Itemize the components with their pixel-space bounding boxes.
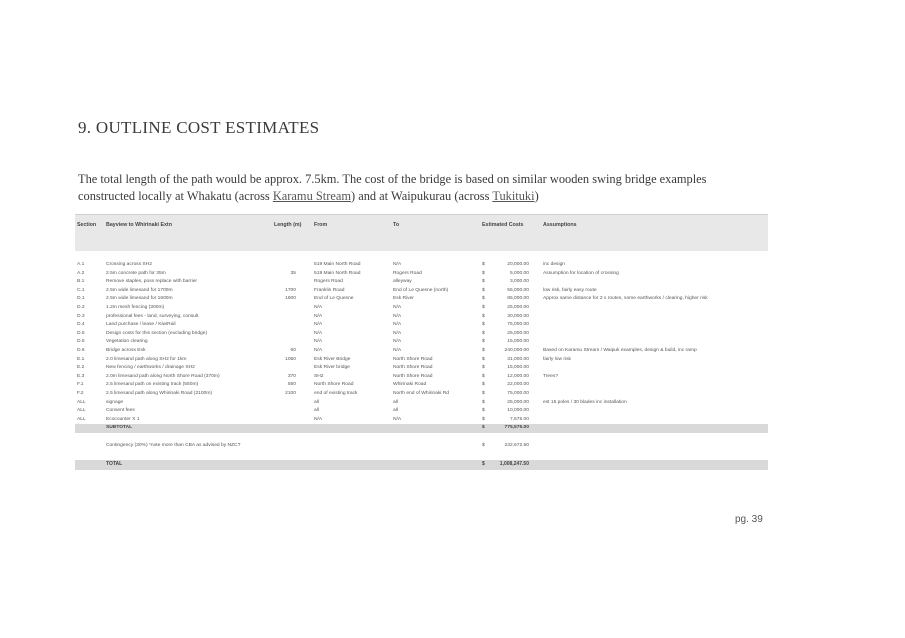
cell-dollar: $ <box>482 399 485 405</box>
cell-description: Land purchase / lease / KiwiRail <box>106 322 176 328</box>
cell-cost: 15,000.00 <box>507 365 529 371</box>
cell-from: all <box>314 399 319 405</box>
cell-cost: 5,000.00 <box>509 270 529 276</box>
header-length: Length (m) <box>274 222 302 228</box>
cell-dollar: $ <box>482 339 485 345</box>
cell-dollar: $ <box>482 416 485 422</box>
cell-section: D.5 <box>77 339 85 345</box>
cell-from: N/A <box>314 339 323 345</box>
cell-section: F.1 <box>77 382 84 388</box>
intro-text-b: ) and at Waipukurau (across <box>350 189 493 203</box>
cell-dollar: $ <box>482 356 485 362</box>
subtotal-label: SUBTOTAL <box>106 425 133 431</box>
cell-from: N/A <box>314 313 323 319</box>
cell-to: all <box>393 408 398 414</box>
table-header <box>75 214 768 251</box>
cell-dollar: $ <box>482 296 485 302</box>
cell-dollar: $ <box>482 408 485 414</box>
cell-assumptions: Based on Karamu Stream / Waipuk examples, design & build, inc ramp <box>543 347 697 353</box>
cell-to: N/A <box>393 322 402 328</box>
total-row <box>75 460 768 470</box>
total-dollar: $ <box>482 460 485 467</box>
cell-section: C.1 <box>77 287 85 293</box>
cell-cost: 25,000.00 <box>507 330 529 336</box>
cell-section: D.5 <box>77 330 85 336</box>
cell-to: all <box>393 399 398 405</box>
cell-cost: 25,000.00 <box>507 304 529 310</box>
cell-description: Design costs for this section (excluding bridge) <box>106 330 208 336</box>
cell-from: Rogers Road <box>314 279 343 285</box>
cell-section: A.1 <box>77 262 85 267</box>
intro-text-a: constructed locally at Whakatu (across <box>78 189 273 203</box>
cell-section: B.1 <box>77 279 85 285</box>
cell-description: 2.5m wide limesand for 1600m <box>106 296 173 302</box>
cell-from: 519 Main North Road <box>314 270 361 276</box>
table-row <box>75 407 768 416</box>
table-row <box>75 338 768 347</box>
cell-from: Esk River Bridge <box>314 356 351 362</box>
cell-to: North end of Whirinaki Rd <box>393 390 449 396</box>
cell-cost: 20,000.00 <box>507 262 529 267</box>
cell-length: 1600 <box>285 296 296 302</box>
cell-to: alleyway <box>393 279 412 285</box>
header-to: To <box>393 222 400 228</box>
table-row <box>75 347 768 356</box>
cell-cost: 7,575.00 <box>509 416 529 422</box>
cell-dollar: $ <box>482 330 485 336</box>
cell-description: Ecocounter X 1 <box>106 416 140 422</box>
table-row <box>75 399 768 408</box>
cell-to: N/A <box>393 330 402 336</box>
table-row <box>75 295 768 304</box>
cell-description: Consent fees <box>106 408 135 414</box>
cell-description: professional fees - land, surveying, consult <box>106 313 199 319</box>
subtotal-dollar: $ <box>482 425 485 431</box>
cell-to: Esk River <box>393 296 414 302</box>
table-row <box>75 381 768 390</box>
cell-dollar: $ <box>482 262 485 267</box>
cell-to: N/A <box>393 304 402 310</box>
cell-to: Rogers Road <box>393 270 422 276</box>
cell-description: 1.2m mesh fencing (300m) <box>106 304 165 310</box>
table-row <box>75 287 768 296</box>
cell-assumptions: Approx same distance for 2 x routes, some earthworks / clearing, higher risk <box>543 296 708 302</box>
cell-assumptions: inc design <box>543 262 566 267</box>
cell-assumptions: est 15 poles / 30 blades inc installation <box>543 399 627 405</box>
cell-assumptions: low risk, fairly easy route <box>543 287 597 293</box>
cell-dollar: $ <box>482 279 485 285</box>
table-row <box>75 356 768 365</box>
cell-cost: 30,000.00 <box>507 313 529 319</box>
karamu-stream-link[interactable]: Karamu Stream <box>272 189 351 203</box>
intro-line-2 <box>78 188 758 205</box>
cell-assumptions: Trees? <box>543 373 559 379</box>
cell-from: end of existing track <box>314 390 358 396</box>
table-row <box>75 321 768 330</box>
cell-section: A.2 <box>77 270 85 276</box>
cell-section: D.1 <box>77 296 85 302</box>
cell-dollar: $ <box>482 304 485 310</box>
cell-from: N/A <box>314 322 323 328</box>
total-label: TOTAL <box>106 460 123 467</box>
cell-assumptions: Assumption for location of crossing <box>543 270 619 276</box>
page-number: pg. 39 <box>735 514 763 525</box>
cell-dollar: $ <box>482 270 485 276</box>
cell-dollar: $ <box>482 347 485 353</box>
cell-from: N/A <box>314 347 323 353</box>
cell-cost: 240,000.00 <box>504 347 529 353</box>
cell-section: E.1 <box>77 356 85 362</box>
cell-section: D.3 <box>77 313 85 319</box>
cell-section: ALL <box>77 416 86 422</box>
cell-description: Vegetation clearing <box>106 339 148 345</box>
cell-cost: 75,000.00 <box>507 390 529 396</box>
contingency-dollar: $ <box>482 442 485 448</box>
cell-to: North Shore Road <box>393 373 433 379</box>
total-value: 1,008,247.50 <box>499 460 529 467</box>
cell-length: 370 <box>287 373 296 379</box>
cell-section: ALL <box>77 399 86 405</box>
cell-dollar: $ <box>482 373 485 379</box>
cell-length: 1050 <box>285 356 296 362</box>
cell-to: N/A <box>393 262 402 267</box>
header-description: Bayview to Whirinaki Extn <box>106 222 172 228</box>
table-row <box>75 313 768 322</box>
cell-cost: 55,000.00 <box>507 287 529 293</box>
intro-text-c: ) <box>534 189 539 203</box>
cell-dollar: $ <box>482 382 485 388</box>
cell-from: N/A <box>314 416 323 422</box>
cell-section: D.2 <box>77 304 85 310</box>
table-row <box>75 416 768 425</box>
tukituki-link[interactable]: Tukituki <box>492 189 535 203</box>
cell-from: Franklin Road <box>314 287 345 293</box>
header-assumptions: Assumptions <box>543 222 577 228</box>
cell-from: all <box>314 408 319 414</box>
intro-line-1: The total length of the path would be approx. 7.5km. The cost of the bridge is based on similar wooden swing bridge examples <box>78 172 707 186</box>
cell-cost: 3,000.00 <box>509 279 529 285</box>
header-estimated-costs: Estimated Costs <box>482 222 524 228</box>
cell-from: 519 Main North Road <box>314 262 361 267</box>
cell-to: End of Le Quesne (north) <box>393 287 449 293</box>
cell-cost: 25,000.00 <box>507 399 529 405</box>
cell-from: North Shore Road <box>314 382 354 388</box>
cell-description: Crossing across SH2 <box>106 262 152 267</box>
table-row <box>75 261 768 270</box>
subtotal-value: 775,575.00 <box>504 425 529 431</box>
header-section: Section <box>77 222 97 228</box>
cell-description: New fencing / earthworks / drainage SH2 <box>106 365 195 371</box>
cell-cost: 31,000.00 <box>507 356 529 362</box>
cell-length: 35 <box>290 270 296 276</box>
subtotal-row <box>75 424 768 433</box>
header-from: From <box>314 222 328 228</box>
table-row <box>75 373 768 382</box>
table-row <box>75 278 768 287</box>
cell-description: 2.5m concrete path for 35m <box>106 270 166 276</box>
cell-section: E.2 <box>77 365 85 371</box>
cell-from: End of Le Quesne <box>314 296 354 302</box>
table-row <box>75 330 768 339</box>
cell-dollar: $ <box>482 287 485 293</box>
cell-to: N/A <box>393 416 402 422</box>
cell-description: Bridge across Esk <box>106 347 146 353</box>
cell-to: N/A <box>393 313 402 319</box>
spacer-row <box>75 251 768 261</box>
cell-cost: 12,000.00 <box>507 373 529 379</box>
cell-cost: 15,000.00 <box>507 339 529 345</box>
cell-section: E.3 <box>77 373 85 379</box>
cell-cost: 10,000.00 <box>507 408 529 414</box>
cell-dollar: $ <box>482 365 485 371</box>
cost-estimate-table <box>75 214 768 470</box>
cell-dollar: $ <box>482 322 485 328</box>
cell-length: 1700 <box>285 287 296 293</box>
table-row <box>75 364 768 373</box>
cell-cost: 85,000.00 <box>507 296 529 302</box>
cell-section: ALL <box>77 408 86 414</box>
cell-to: N/A <box>393 339 402 345</box>
cell-description: 2.5 limesand path along Whirinaki Road (2100m) <box>106 390 213 396</box>
cell-to: N/A <box>393 347 402 353</box>
cell-dollar: $ <box>482 390 485 396</box>
cell-cost: 22,000.00 <box>507 382 529 388</box>
table-row <box>75 390 768 399</box>
cell-cost: 75,000.00 <box>507 322 529 328</box>
cell-from: Esk River bridge <box>314 365 350 371</box>
cell-assumptions: fairly low risk <box>543 356 571 362</box>
table-body <box>75 261 768 424</box>
cell-description: signage <box>106 399 124 405</box>
section-heading: 9. OUTLINE COST ESTIMATES <box>78 118 320 137</box>
cell-length: 2100 <box>285 390 296 396</box>
cell-section: F.2 <box>77 390 84 396</box>
cell-from: N/A <box>314 330 323 336</box>
cell-from: SH2 <box>314 373 324 379</box>
contingency-row <box>75 436 768 458</box>
cell-description: Remove staples, poss replace with barrier <box>106 279 198 285</box>
cell-length: 60 <box>290 347 296 353</box>
intro-paragraph <box>78 171 758 205</box>
cell-to: North Shore Road <box>393 365 433 371</box>
cell-section: D.6 <box>77 347 85 353</box>
cell-from: N/A <box>314 304 323 310</box>
table-row <box>75 270 768 279</box>
table-row <box>75 304 768 313</box>
contingency-label: Contingency (30%) *note more than CBA as advised by NZCT <box>106 442 241 448</box>
cell-description: 2.0 limesand path along SH2 for 1km <box>106 356 187 362</box>
cell-section: D.4 <box>77 322 85 328</box>
contingency-value: 232,672.50 <box>504 442 529 448</box>
cell-length: 550 <box>287 382 296 388</box>
cell-to: North Shore Road <box>393 356 433 362</box>
cell-description: 2.5m wide limesand for 1700m <box>106 287 173 293</box>
cell-to: Whirinaki Road <box>393 382 427 388</box>
cell-description: 2.0m limesand path along North Shore Road (370m) <box>106 373 220 379</box>
cell-description: 2.5 limesand path on existing track (550m) <box>106 382 199 388</box>
cell-dollar: $ <box>482 313 485 319</box>
